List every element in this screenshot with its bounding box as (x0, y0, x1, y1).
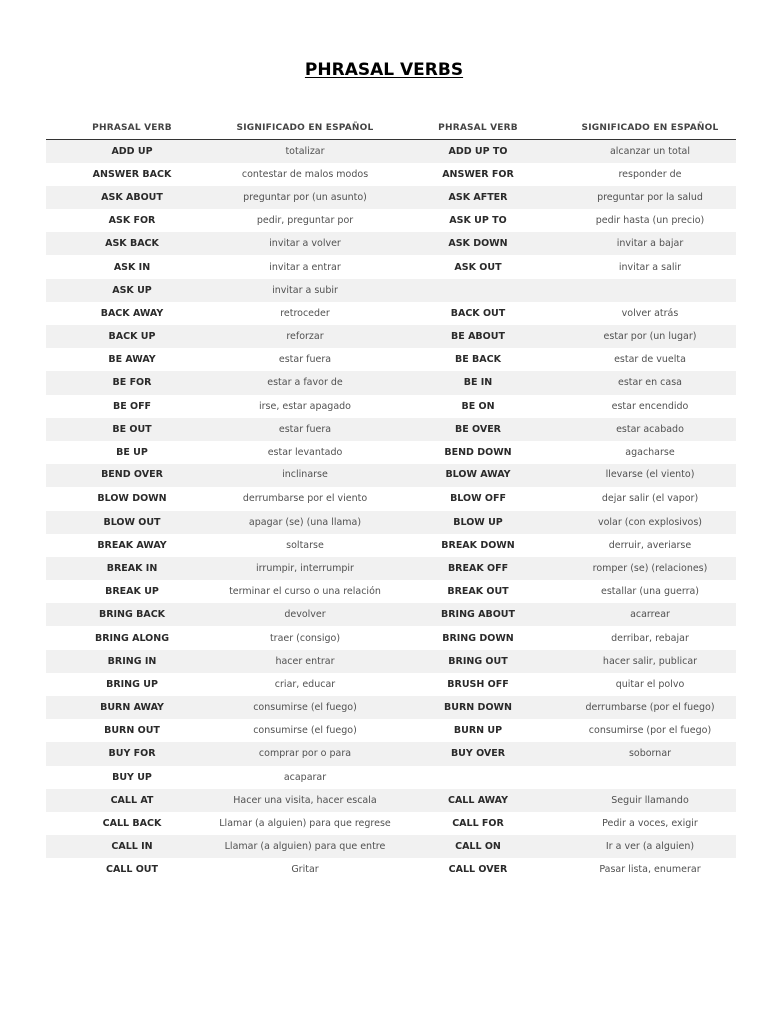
table-row (46, 766, 736, 789)
meaning-cell: Pasar lista, enumerar (599, 864, 701, 876)
table-row (46, 696, 736, 719)
header-phrasal-verb-2: PHRASAL VERB (392, 116, 564, 140)
meaning-cell: estar fuera (278, 354, 332, 366)
table-body (46, 140, 736, 882)
table-row (46, 371, 736, 394)
meaning-cell: retroceder (280, 307, 330, 319)
meaning-cell: derruir, averiarse (608, 539, 692, 551)
meaning-cell: Gritar (291, 864, 319, 876)
meaning-cell: Seguir llamando (611, 794, 689, 806)
meaning-cell: llevarse (el viento) (605, 468, 695, 480)
meaning-cell: devolver (284, 609, 326, 621)
table-header (46, 116, 736, 140)
meaning-cell: preguntar por la salud (597, 191, 703, 203)
phrasal-verb-cell: BREAK AWAY (97, 539, 167, 551)
phrasal-verb-cell: CALL OVER (448, 864, 508, 876)
phrasal-verb-cell: BRING DOWN (442, 632, 514, 644)
table-row (46, 534, 736, 557)
phrasal-verb-cell: ANSWER FOR (442, 168, 514, 180)
phrasal-verb-cell: ASK UP (112, 284, 152, 296)
meaning-cell: preguntar por (un asunto) (243, 191, 367, 203)
meaning-cell: estar fuera (278, 423, 332, 435)
meaning-cell: estar por (un lugar) (603, 331, 697, 343)
meaning-cell: estar en casa (618, 377, 682, 389)
phrasal-verb-cell: BREAK DOWN (441, 539, 515, 551)
phrasal-verb-cell: BE BACK (455, 354, 501, 366)
phrasal-verb-cell: BEND DOWN (444, 447, 512, 459)
phrasal-verb-cell: BRING OUT (448, 655, 508, 667)
table-row (46, 232, 736, 255)
phrasal-verb-cell: BE OVER (454, 423, 501, 435)
table-row (46, 487, 736, 510)
phrasal-verb-cell: BRING BACK (98, 609, 166, 621)
meaning-cell: romper (se) (relaciones) (592, 562, 708, 574)
meaning-cell: invitar a subir (272, 284, 338, 296)
meaning-cell: quitar el polvo (615, 678, 685, 690)
table-row (46, 626, 736, 649)
phrasal-verb-cell: BRING ALONG (94, 632, 170, 644)
table-row (46, 418, 736, 441)
meaning-cell: Ir a ver (a alguien) (605, 841, 695, 853)
table-row (46, 557, 736, 580)
meaning-cell: Pedir a voces, exigir (602, 818, 698, 830)
table-row (46, 580, 736, 603)
table-row (46, 789, 736, 812)
table-row (46, 209, 736, 232)
phrasal-verb-cell: BUY UP (112, 771, 152, 783)
meaning-cell: Llamar (a alguien) para que entre (224, 841, 386, 853)
table-row (46, 302, 736, 325)
phrasal-verb-cell: BLOW OUT (103, 516, 161, 528)
meaning-cell (564, 766, 736, 789)
phrasal-verb-cell: BE ABOUT (451, 331, 505, 343)
phrasal-verb-cell: ANSWER BACK (92, 168, 172, 180)
table-row (46, 395, 736, 418)
phrasal-verb-cell: BUY FOR (108, 748, 156, 760)
phrasal-verb-cell: ASK DOWN (448, 238, 508, 250)
phrasal-verb-cell: BRING ABOUT (440, 609, 515, 621)
meaning-cell: consumirse (por el fuego) (588, 725, 712, 737)
phrasal-verb-cell: BREAK OFF (447, 562, 509, 574)
meaning-cell: acarrear (630, 609, 670, 621)
table-row (46, 279, 736, 302)
table-row (46, 835, 736, 858)
phrasal-verb-cell: BE ON (461, 400, 495, 412)
meaning-cell: comprar por o para (258, 748, 352, 760)
phrasal-verb-cell: BUY OVER (450, 748, 506, 760)
meaning-cell: agacharse (625, 447, 675, 459)
phrasal-verb-cell: BURN AWAY (100, 702, 164, 714)
phrasal-verb-cell: ASK OUT (454, 261, 502, 273)
phrasal-verb-cell: BRING UP (106, 678, 158, 690)
phrasal-verb-cell: CALL BACK (102, 818, 162, 830)
phrasal-verb-cell: BURN UP (453, 725, 503, 737)
phrasal-verb-cell: BREAK OUT (447, 586, 509, 598)
table-row (46, 140, 736, 163)
meaning-cell: sobornar (628, 748, 672, 760)
meaning-cell: estar encendido (611, 400, 689, 412)
phrasal-verb-cell: ASK ABOUT (101, 191, 163, 203)
meaning-cell: Hacer una visita, hacer escala (233, 794, 377, 806)
phrasal-verb-cell (392, 766, 564, 789)
meaning-cell: responder de (618, 168, 682, 180)
phrasal-verb-cell: BE UP (116, 447, 148, 459)
phrasal-verb-cell (392, 279, 564, 302)
table-row (46, 441, 736, 464)
phrasal-verb-cell: CALL AWAY (447, 794, 509, 806)
phrasal-verb-cell: ASK UP TO (449, 215, 507, 227)
meaning-cell: consumirse (el fuego) (253, 702, 357, 714)
phrasal-verb-cell: BE AWAY (108, 354, 156, 366)
phrasal-verb-cell: BURN OUT (104, 725, 160, 737)
meaning-cell: volar (con explosivos) (597, 516, 703, 528)
phrasal-verb-cell: BACK UP (108, 331, 156, 343)
meaning-cell: criar, educar (274, 678, 336, 690)
meaning-cell: consumirse (el fuego) (253, 725, 357, 737)
phrasal-verb-cell: BEND OVER (101, 468, 163, 480)
phrasal-verb-cell: BRUSH OFF (447, 678, 509, 690)
phrasal-verb-cell: CALL AT (110, 794, 154, 806)
phrasal-verb-cell: BACK AWAY (100, 307, 164, 319)
phrasal-verb-cell: BREAK IN (106, 562, 158, 574)
meaning-cell: apagar (se) (una llama) (248, 516, 362, 528)
meaning-cell: estar levantado (267, 447, 343, 459)
meaning-cell: reforzar (286, 331, 324, 343)
phrasal-verb-cell: ASK BACK (105, 238, 159, 250)
phrasal-verb-cell: CALL ON (455, 841, 501, 853)
meaning-cell: pedir hasta (un precio) (595, 215, 705, 227)
meaning-cell: invitar a volver (269, 238, 341, 250)
meaning-cell: hacer entrar (275, 655, 335, 667)
meaning-cell: Llamar (a alguien) para que regrese (219, 818, 391, 830)
phrasal-verb-cell: BLOW UP (453, 516, 503, 528)
table-row (46, 186, 736, 209)
meaning-cell: dejar salir (el vapor) (601, 493, 699, 505)
phrasal-verb-cell: ADD UP TO (448, 145, 508, 157)
meaning-cell: traer (consigo) (269, 632, 341, 644)
meaning-cell: estar acabado (616, 423, 684, 435)
phrasal-verb-cell: ASK IN (113, 261, 151, 273)
phrasal-verb-cell: ASK AFTER (448, 191, 508, 203)
header-meaning-2: SIGNIFICADO EN ESPAÑOL (564, 116, 736, 140)
meaning-cell: invitar a bajar (616, 238, 684, 250)
table-row (46, 673, 736, 696)
meaning-cell: terminar el curso o una relación (229, 586, 381, 598)
meaning-cell: irrumpir, interrumpir (256, 562, 354, 574)
meaning-cell: hacer salir, publicar (602, 655, 698, 667)
phrasal-verb-cell: ASK FOR (108, 215, 156, 227)
table-row (46, 812, 736, 835)
phrasal-verb-cell: BE OFF (112, 400, 152, 412)
meaning-cell: derribar, rebajar (611, 632, 689, 644)
meaning-cell: inclinarse (282, 468, 328, 480)
table-row (46, 650, 736, 673)
table-row (46, 325, 736, 348)
meaning-cell: derrumbarse por el viento (242, 493, 368, 505)
meaning-cell: contestar de malos modos (241, 168, 369, 180)
meaning-cell: volver atrás (621, 307, 679, 319)
phrasal-verb-cell: CALL OUT (105, 864, 158, 876)
table-row (46, 603, 736, 626)
phrasal-verb-cell: BLOW DOWN (97, 493, 167, 505)
meaning-cell: alcanzar un total (609, 145, 691, 157)
phrasal-verb-cell: BLOW OFF (450, 493, 506, 505)
meaning-cell: soltarse (286, 539, 324, 551)
meaning-cell: totalizar (285, 145, 325, 157)
phrasal-verb-cell: BRING IN (107, 655, 157, 667)
table-row (46, 163, 736, 186)
meaning-cell: irse, estar apagado (258, 400, 351, 412)
meaning-cell: estallar (una guerra) (600, 586, 700, 598)
meaning-cell: acaparar (283, 771, 327, 783)
meaning-cell: invitar a salir (618, 261, 682, 273)
phrasal-verb-cell: BE FOR (112, 377, 152, 389)
phrasal-verb-cell: BREAK UP (105, 586, 159, 598)
header-meaning-1: SIGNIFICADO EN ESPAÑOL (218, 116, 392, 140)
table-row (46, 858, 736, 881)
phrasal-verb-cell: CALL IN (111, 841, 153, 853)
table-row (46, 511, 736, 534)
table-row (46, 719, 736, 742)
meaning-cell: derrumbarse (por el fuego) (585, 702, 715, 714)
table-row (46, 255, 736, 278)
phrasal-verbs-table (46, 116, 736, 882)
document-title: PHRASAL VERBS (304, 60, 464, 80)
phrasal-verb-cell: BE OUT (112, 423, 152, 435)
meaning-cell: estar de vuelta (614, 354, 686, 366)
phrasal-verb-cell: BE IN (463, 377, 493, 389)
phrasal-verb-cell: BLOW AWAY (445, 468, 511, 480)
meaning-cell: estar a favor de (267, 377, 343, 389)
phrasal-verb-cell: ADD UP (111, 145, 153, 157)
header-phrasal-verb-1: PHRASAL VERB (46, 116, 218, 140)
meaning-cell: invitar a entrar (269, 261, 341, 273)
phrasal-verb-cell: BACK OUT (450, 307, 506, 319)
table-row (46, 464, 736, 487)
phrasal-verb-cell: CALL FOR (452, 818, 504, 830)
table-row (46, 348, 736, 371)
meaning-cell (564, 279, 736, 302)
table-row (46, 742, 736, 765)
phrasal-verb-cell: BURN DOWN (444, 702, 512, 714)
meaning-cell: pedir, preguntar por (256, 215, 354, 227)
